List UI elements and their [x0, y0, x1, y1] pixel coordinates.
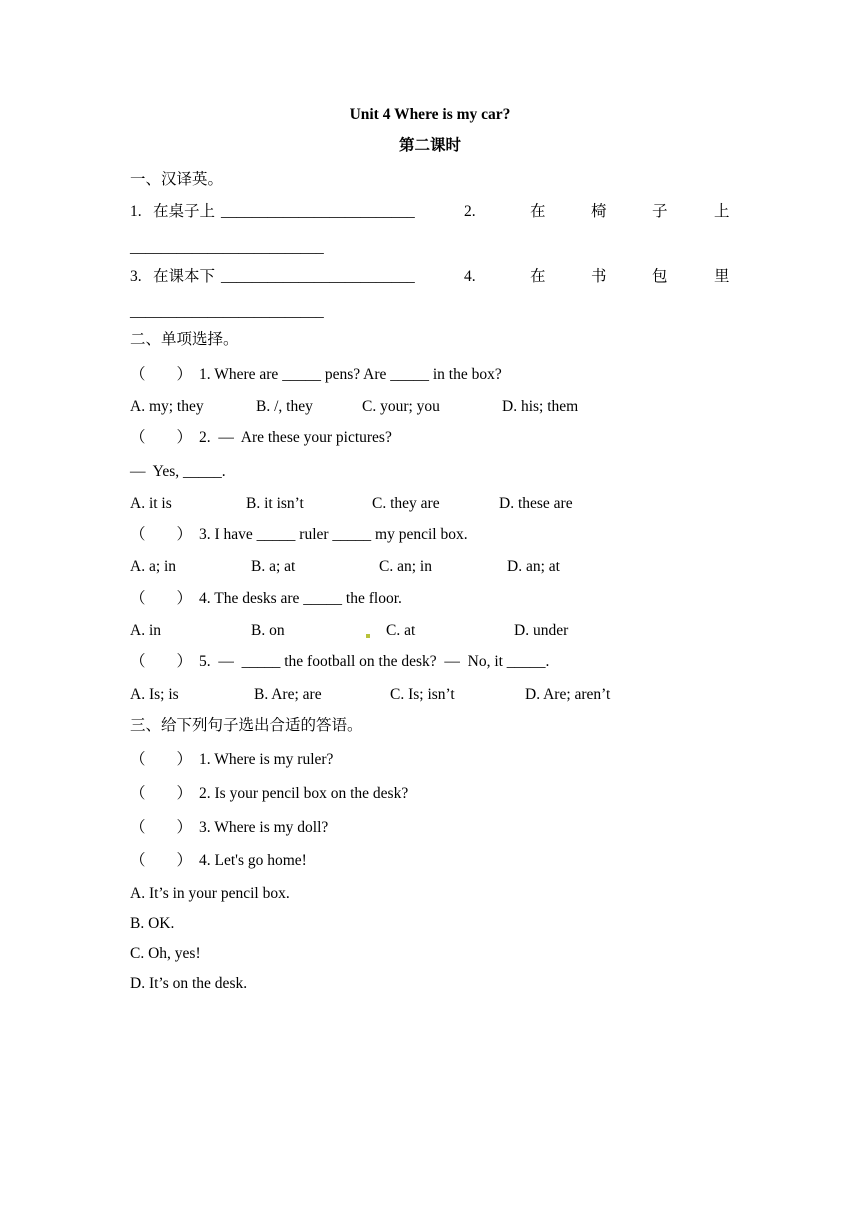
s3-q3-paren[interactable]: （ ）: [130, 819, 193, 836]
s2-q5-option-c: C. Is; isn’t: [390, 686, 455, 703]
s3-q2-text: 2. Is your pencil box on the desk?: [199, 785, 409, 802]
s3-q4-text: 4. Let's go home!: [199, 852, 307, 869]
s2-q5-option-a: A. Is; is: [130, 686, 179, 703]
section1-heading: 一、汉译英。: [130, 171, 224, 188]
s2-q2-option-a: A. it is: [130, 495, 172, 512]
s1-item1-text: 在桌子上: [153, 203, 216, 220]
s2-q2-line2: — Yes, _____.: [130, 463, 226, 480]
s3-q1-paren[interactable]: （ ）: [130, 751, 193, 768]
s2-q4-text: 4. The desks are _____ the floor.: [199, 590, 402, 607]
s2-q1-option-c: C. your; you: [362, 398, 440, 415]
section2-heading: 二、单项选择。: [130, 331, 239, 348]
s2-q5-paren[interactable]: （ ）: [130, 653, 193, 670]
s3-q3-text: 3. Where is my doll?: [199, 819, 329, 836]
s2-q3-option-a: A. a; in: [130, 558, 177, 575]
s3-q2-paren[interactable]: （ ）: [130, 785, 193, 802]
s2-q4-option-a: A. in: [130, 622, 161, 639]
s2-q5-text: 5. — _____ the football on the desk? — No, it _____.: [199, 653, 550, 670]
s2-q3-option-d: D. an; at: [507, 558, 560, 575]
s2-q5-option-b: B. Are; are: [254, 686, 322, 703]
s2-q5-option-d: D. Are; aren’t: [525, 686, 611, 703]
s3-q1-text: 1. Where is my ruler?: [199, 751, 334, 768]
s2-q2-option-b: B. it isn’t: [246, 495, 304, 512]
s1-item2-char: 椅: [591, 203, 607, 220]
s2-q1-option-d: D. his; them: [502, 398, 579, 415]
page-title: Unit 4 Where is my car?: [349, 106, 511, 123]
s3-answer-a: A. It’s in your pencil box.: [130, 885, 290, 902]
page-subtitle: 第二课时: [398, 137, 461, 154]
s3-answer-d: D. It’s on the desk.: [130, 975, 248, 992]
s1-item1-num: 1.: [130, 203, 142, 220]
s1-item4-num: 4.: [464, 268, 476, 285]
s1-item1-blank[interactable]: _________________________: [221, 203, 415, 220]
s2-q4-option-d: D. under: [514, 622, 569, 639]
stray-mark: [366, 634, 370, 638]
s1-item3-text: 在课本下: [153, 268, 216, 285]
s2-q2-option-d: D. these are: [499, 495, 573, 512]
s1-item3-blank[interactable]: _________________________: [221, 268, 415, 285]
s3-q4-paren[interactable]: （ ）: [130, 852, 193, 869]
s3-answer-c: C. Oh, yes!: [130, 945, 201, 962]
s3-answer-b: B. OK.: [130, 915, 175, 932]
s2-q1-paren[interactable]: （ ）: [130, 366, 193, 383]
s1-item4-char: 包: [652, 268, 668, 285]
s2-q4-option-c: C. at: [386, 622, 416, 639]
s2-q2-paren[interactable]: （ ）: [130, 429, 193, 446]
s2-q3-text: 3. I have _____ ruler _____ my pencil box.: [199, 526, 468, 543]
s2-q4-paren[interactable]: （ ）: [130, 590, 193, 607]
s1-item2-num: 2.: [464, 203, 476, 220]
s1-item4-char: 书: [591, 268, 607, 285]
s1-item2-char: 子: [652, 203, 668, 220]
s1-item4-char: 里: [714, 268, 730, 285]
s2-q2-text: 2. — Are these your pictures?: [199, 429, 392, 446]
s2-q1-text: 1. Where are _____ pens? Are _____ in the box?: [199, 366, 502, 383]
s2-q1-option-b: B. /, they: [256, 398, 313, 415]
s1-item4-char: 在: [530, 268, 546, 285]
s2-q2-option-c: C. they are: [372, 495, 440, 512]
section3-heading: 三、给下列句子选出合适的答语。: [130, 717, 363, 734]
s2-q1-option-a: A. my; they: [130, 398, 204, 415]
s2-q3-paren[interactable]: （ ）: [130, 526, 193, 543]
s2-q3-option-c: C. an; in: [379, 558, 432, 575]
s1-item4-blank[interactable]: _________________________: [130, 303, 324, 320]
s1-item2-blank[interactable]: _________________________: [130, 239, 324, 256]
s1-item2-char: 在: [530, 203, 546, 220]
s2-q3-option-b: B. a; at: [251, 558, 296, 575]
s1-item3-num: 3.: [130, 268, 142, 285]
s1-item2-char: 上: [714, 203, 730, 220]
s2-q4-option-b: B. on: [251, 622, 285, 639]
